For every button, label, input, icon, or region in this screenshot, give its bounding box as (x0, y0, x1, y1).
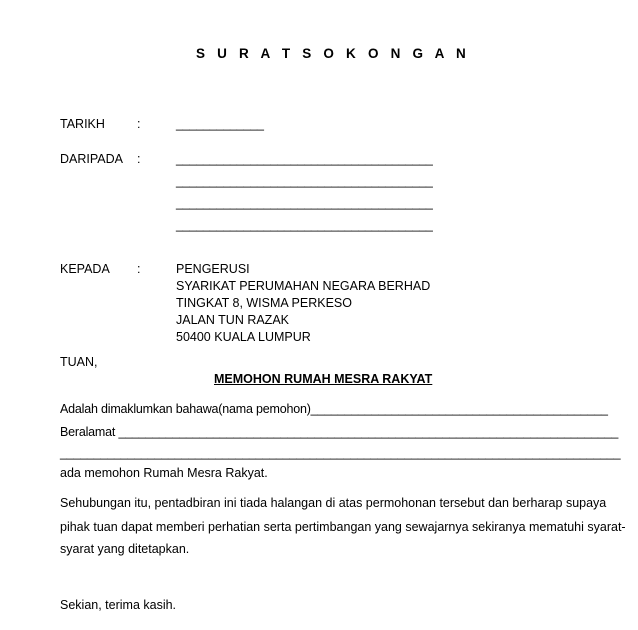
kepada-line-4: JALAN TUN RAZAK (176, 313, 289, 327)
subject-heading: MEMOHON RUMAH MESRA RAKYAT (214, 372, 433, 386)
tarikh-blank: _____________ (176, 117, 264, 131)
body-line-2: Beralamat __________________________________________________________________________ (60, 425, 619, 439)
kepada-label: KEPADA (60, 262, 110, 276)
daripada-blank-3: ______________________________________ (176, 196, 433, 210)
closing: Sekian, terima kasih. (60, 598, 177, 612)
body-para2-line-1: Sehubungan itu, pentadbiran ini tiada halangan di atas permohonan tersebut dan berharap supaya (60, 496, 607, 510)
tarikh-label: TARIKH (60, 117, 105, 131)
daripada-blank-2: ______________________________________ (176, 174, 433, 188)
daripada-colon: : (137, 152, 141, 166)
body-line-3: ___________________________________________________________________________________ (60, 446, 621, 460)
kepada-line-2: SYARIKAT PERUMAHAN NEGARA BERHAD (176, 279, 431, 293)
body-para2-line-3: syarat yang ditetapkan. (60, 542, 190, 556)
page-title: S U R A T S O K O N G A N (195, 46, 470, 61)
kepada-line-3: TINGKAT 8, WISMA PERKESO (176, 296, 352, 310)
salutation: TUAN, (60, 355, 98, 369)
body-line-1: Adalah dimaklumkan bahawa(nama pemohon)____________________________________________ (60, 402, 608, 416)
kepada-line-5: 50400 KUALA LUMPUR (176, 330, 311, 344)
tarikh-colon: : (137, 117, 141, 131)
kepada-line-1: PENGERUSI (176, 262, 250, 276)
body-para2-line-2: pihak tuan dapat memberi perhatian serta pertimbangan yang sewajarnya sekiranya mematuhi syarat- (60, 520, 626, 534)
daripada-blank-4: ______________________________________ (176, 218, 433, 232)
daripada-blank-1: ______________________________________ (176, 152, 433, 166)
body-line-4: ada memohon Rumah Mesra Rakyat. (60, 466, 268, 480)
kepada-colon: : (137, 262, 141, 276)
daripada-label: DARIPADA (60, 152, 123, 166)
